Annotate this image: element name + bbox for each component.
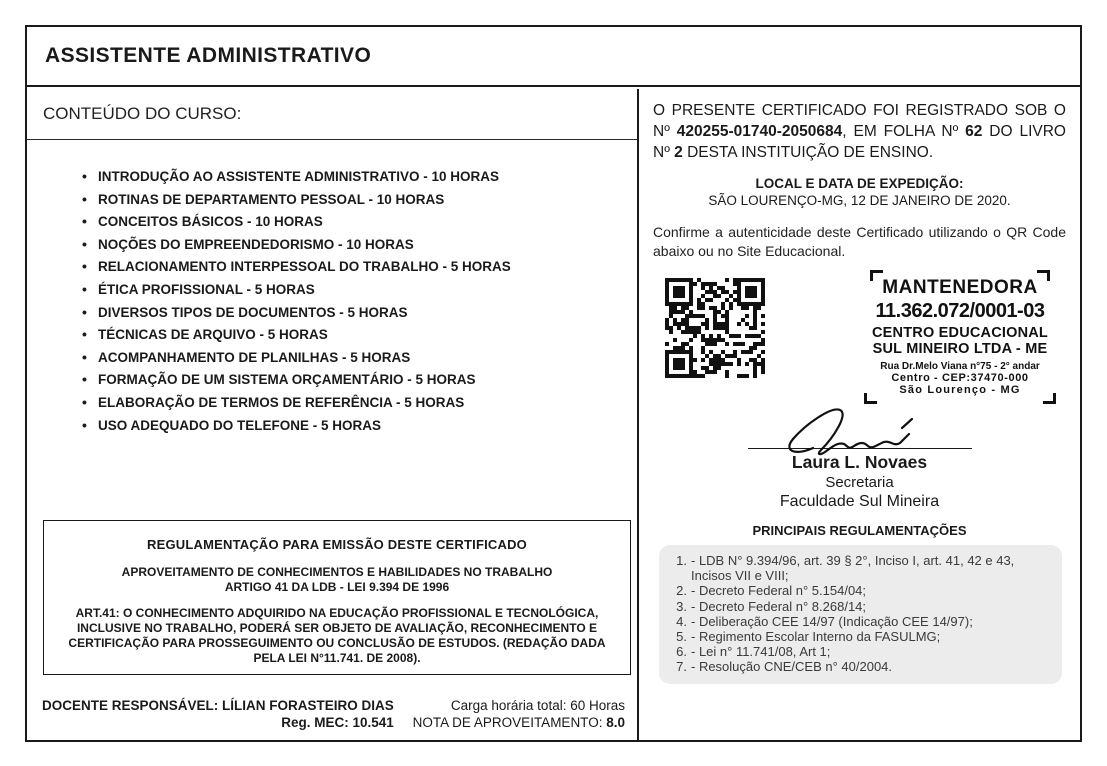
course-topic-item: • INTRODUÇÃO AO ASSISTENTE ADMINISTRATIVO - 10 HORAS	[82, 170, 637, 184]
docente-reg-line: Reg. MEC: 10.541	[281, 715, 394, 730]
regulations-heading: PRINCIPAIS REGULAMENTAÇÕES	[752, 523, 967, 538]
registration-folha: 62	[965, 123, 983, 140]
regulation-subheading-line2: ARTIGO 41 DA LDB - LEI 9.394 DE 1996	[224, 580, 450, 594]
course-content-heading: CONTEÚDO DO CURSO:	[27, 89, 637, 140]
regulation-item-text: - Decreto Federal n° 5.154/04;	[691, 583, 867, 599]
stamp-title: MANTENEDORA	[882, 277, 1038, 298]
mantenedora-stamp	[864, 270, 1056, 404]
stamp-org-line1: CENTRO EDUCACIONAL	[872, 325, 1048, 341]
carga-horaria-line	[413, 697, 625, 714]
regulation-box-subheading	[64, 565, 610, 595]
page-title: ASSISTENTE ADMINISTRATIVO	[45, 44, 372, 67]
regulation-item-text: - Resolução CNE/CEB n° 40/2004.	[691, 659, 893, 675]
signatory-role: Secretaria	[825, 474, 894, 491]
regulation-list-item	[671, 629, 1052, 644]
regulations-list-box	[659, 545, 1062, 684]
regulation-item-text: - Decreto Federal n° 8.268/14;	[691, 598, 867, 614]
registration-mid-livro: DO LIVRO Nº	[653, 123, 1066, 161]
regulation-item-text: - LDB N° 9.394/96, art. 39 § 2°, Inciso I, art. 41, 42 e 43, Incisos VII e VIII;	[691, 553, 1015, 584]
course-topic-item: • ACOMPANHAMENTO DE PLANILHAS - 5 HORAS	[82, 351, 637, 365]
course-topic-list	[82, 170, 637, 433]
regulation-list-item	[671, 644, 1052, 659]
course-topic-item: • DIVERSOS TIPOS DE DOCUMENTOS - 5 HORAS	[82, 306, 637, 320]
regulation-list-item	[671, 599, 1052, 614]
qr-stamp-row	[653, 270, 1066, 404]
registration-suffix: DESTA INSTITUIÇÃO DE ENSINO.	[682, 144, 934, 161]
qr-code-icon	[665, 278, 765, 378]
regulation-item-number: 3.	[676, 598, 687, 614]
regulation-item-number: 1.	[676, 553, 687, 568]
registration-livro: 2	[674, 144, 683, 161]
regulation-item-text: - Regimento Escolar Interno da FASULMG;	[691, 629, 941, 645]
signature-block	[653, 404, 1066, 511]
regulation-box-heading: REGULAMENTAÇÃO PARA EMISSÃO DESTE CERTIFICADO	[147, 537, 527, 552]
course-topic-item: • ELABORAÇÃO DE TERMOS DE REFERÊNCIA - 5 HORAS	[82, 396, 637, 410]
course-topic-item: • USO ADEQUADO DO TELEFONE - 5 HORAS	[82, 419, 637, 433]
stamp-address-line2: Centro - CEP:37470-000	[891, 372, 1029, 384]
course-topic-item: • NOÇÕES DO EMPREENDEDORISMO - 10 HORAS	[82, 238, 637, 252]
signatory-name: Laura L. Novaes	[791, 452, 928, 472]
local-data-value: SÃO LOURENÇO-MG, 12 DE JANEIRO DE 2020.	[708, 193, 1011, 208]
course-topic-item: • ÉTICA PROFISSIONAL - 5 HORAS	[82, 283, 637, 297]
carga-value: 60 Horas	[570, 698, 625, 713]
regulation-item-number: 5.	[676, 629, 687, 645]
regulation-list-item	[671, 659, 1052, 674]
stamp-org-line2: SUL MINEIRO LTDA - ME	[872, 341, 1048, 357]
course-topic-item: • TÉCNICAS DE ARQUIVO - 5 HORAS	[82, 328, 637, 342]
nota-value: 8.0	[606, 715, 625, 730]
stamp-cnpj: 11.362.072/0001-03	[875, 300, 1045, 322]
registration-mid-folha: , EM FOLHA Nº	[842, 123, 966, 140]
course-content-column	[27, 89, 639, 742]
nota-label: NOTA DE APROVEITAMENTO:	[412, 715, 603, 730]
stamp-address-line3: São Lourenço - MG	[899, 384, 1021, 396]
stamp-corner-mark	[870, 270, 883, 281]
regulation-box-body: ART.41: O CONHECIMENTO ADQUIRIDO NA EDUCAÇÃO PROFISSIONAL E TECNOLÓGICA, INCLUSIVE NO TRABALHO, PODERÁ SER OBJETO DE AVALIAÇÃO, RECONHECIMENTO E CERTIFICAÇÃO PARA PROSSEGUIMENTO OU CONCLUSÃO DE ESTUDOS. (REDAÇÃO DADA PELA LEI N°11.741. DE 2008).	[68, 606, 606, 665]
totals-block	[413, 697, 625, 731]
footer-row	[42, 697, 625, 731]
regulation-item-text: - Lei n° 11.741/08, Art 1;	[691, 644, 831, 660]
registration-number: 420255-01740-2050684	[676, 123, 843, 140]
registration-column	[639, 89, 1080, 742]
registration-prefix: O PRESENTE CERTIFICADO FOI REGISTRADO SOB O Nº	[653, 102, 1066, 140]
regulation-list-item	[671, 614, 1052, 629]
stamp-address-line1: Rua Dr.Melo Viana n°75 - 2° andar	[880, 361, 1040, 372]
stamp-corner-mark	[864, 393, 877, 404]
carga-label: Carga horária total:	[450, 698, 567, 713]
regulation-subheading-line1: APROVEITAMENTO DE CONHECIMENTOS E HABILIDADES NO TRABALHO	[121, 565, 553, 579]
regulation-list-item	[671, 553, 1052, 583]
regulation-item-number: 4.	[676, 613, 687, 629]
stamp-corner-mark	[1043, 393, 1056, 404]
regulation-item-number: 7.	[676, 659, 687, 675]
course-topic-item: • RELACIONAMENTO INTERPESSOAL DO TRABALHO - 5 HORAS	[82, 260, 637, 274]
regulation-box	[43, 520, 631, 675]
qr-instruction-text: Confirme a autenticidade deste Certificado utilizando o QR Code abaixo ou no Site Educacional.	[653, 224, 1066, 259]
regulation-item-number: 6.	[676, 644, 687, 660]
certificate-title-bar	[27, 27, 1080, 87]
regulation-list-item	[671, 583, 1052, 598]
signatory-institution: Faculdade Sul Mineira	[779, 493, 940, 510]
local-data-block	[653, 176, 1066, 208]
signature-line	[748, 448, 972, 449]
course-topic-item: • ROTINAS DE DEPARTAMENTO PESSOAL - 10 HORAS	[82, 193, 637, 207]
certificate-frame	[25, 25, 1082, 742]
regulation-item-number: 2.	[676, 583, 687, 599]
docente-name-line: DOCENTE RESPONSÁVEL: LÍLIAN FORASTEIRO DIAS	[42, 698, 394, 713]
nota-line	[413, 714, 625, 731]
stamp-corner-mark	[1037, 270, 1050, 281]
course-topic-item: • FORMAÇÃO DE UM SISTEMA ORÇAMENTÁRIO - 5 HORAS	[82, 373, 637, 387]
docente-block	[42, 697, 394, 731]
course-topic-item: • CONCEITOS BÁSICOS - 10 HORAS	[82, 215, 637, 229]
local-data-heading: LOCAL E DATA DE EXPEDIÇÃO:	[755, 176, 964, 191]
registration-statement	[653, 100, 1066, 163]
regulation-item-text: - Deliberação CEE 14/97 (Indicação CEE 14/97);	[691, 613, 973, 629]
